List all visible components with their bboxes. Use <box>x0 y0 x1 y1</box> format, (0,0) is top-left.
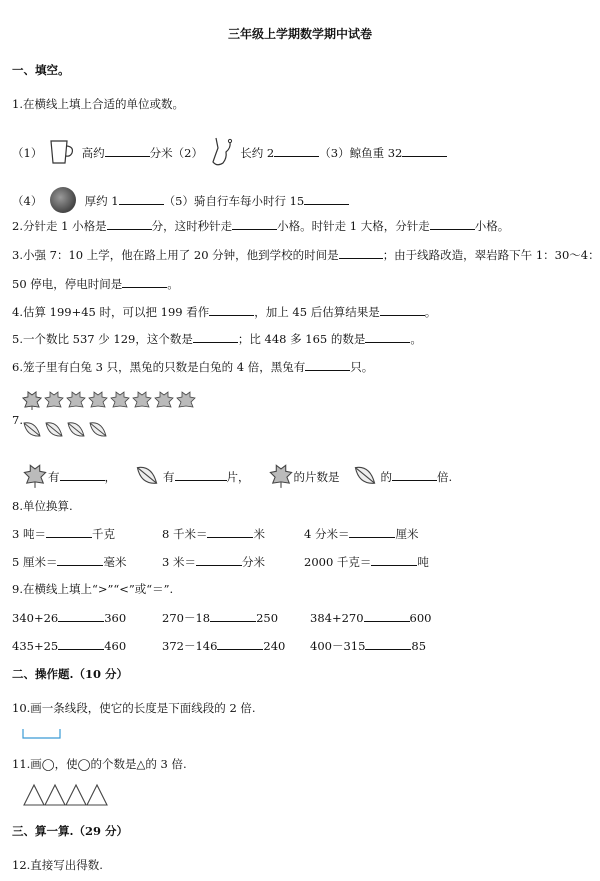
section-1-heading: 一、填空。 <box>12 63 70 77</box>
question-8-row-2: 5 厘米＝ 毫米 3 米＝ 分米 2000 千克＝ 吨 <box>12 555 429 569</box>
question-8-row-1: 3 吨＝ 千克 8 千米＝ 米 4 分米＝ 厘米 <box>12 527 419 541</box>
answer-blank[interactable] <box>402 144 447 157</box>
question-2: 2.分针走 1 小格是 分，这时秒针走 小格。时针走 1 大格，分针走 小格。 <box>12 219 510 233</box>
answer-blank[interactable] <box>60 468 105 481</box>
answer-blank[interactable] <box>207 525 253 538</box>
maple-leaf-row <box>22 390 202 416</box>
answer-blank[interactable] <box>339 246 383 259</box>
question-11: 11.画◯，使◯的个数是△的 3 倍. <box>12 757 187 771</box>
leaf-icon <box>134 464 160 492</box>
question-10: 10.画一条线段，使它的长度是下面线段的 2 倍. <box>12 701 256 715</box>
answer-blank[interactable] <box>46 525 92 538</box>
answer-blank[interactable] <box>210 609 256 622</box>
answer-blank[interactable] <box>107 217 152 230</box>
question-4: 4.估算 199+45 时，可以把 199 看作 ，加上 45 后估算结果是 。 <box>12 305 437 319</box>
answer-blank[interactable] <box>274 144 319 157</box>
triangle-row <box>22 782 112 808</box>
answer-blank[interactable] <box>58 609 104 622</box>
question-1-row-a: （1） 高约 分米（2） 长约 2 （3）鲸鱼重 32 <box>12 136 447 172</box>
answer-blank[interactable] <box>58 637 104 650</box>
section-2-heading: 二、操作题.（10 分） <box>12 667 129 681</box>
page-title: 三年级上学期数学期中试卷 <box>227 27 372 41</box>
question-5: 5.一个数比 537 少 129，这个数是 ；比 448 多 165 的数是 。 <box>12 332 422 346</box>
answer-blank[interactable] <box>304 192 349 205</box>
answer-blank[interactable] <box>349 525 395 538</box>
question-9: 9.在横线上填上“>”“<”或“＝”. <box>12 582 174 596</box>
answer-blank[interactable] <box>57 553 103 566</box>
coin-icon <box>48 185 78 219</box>
answer-blank[interactable] <box>365 330 410 343</box>
question-1: 1.在横线上填上合适的单位或数。 <box>12 97 184 111</box>
answer-blank[interactable] <box>371 553 417 566</box>
answer-blank[interactable] <box>209 303 254 316</box>
leaf-icon <box>352 464 378 492</box>
question-7: 7. <box>12 413 23 427</box>
answer-blank[interactable] <box>380 303 425 316</box>
answer-blank[interactable] <box>430 217 475 230</box>
question-3-line-1: 3.小强 7：10 上学，他在路上用了 20 分钟，他到学校的时间是 ；由于线路改造，翠岩路下午 1：30～4： <box>12 248 600 262</box>
question-6: 6.笼子里有白兔 3 只，黑兔的只数是白兔的 4 倍，黑兔有 只。 <box>12 360 374 374</box>
maple-leaf-icon <box>268 463 294 493</box>
plain-leaf-row <box>22 420 112 444</box>
reference-line-segment <box>22 727 62 741</box>
answer-blank[interactable] <box>232 217 277 230</box>
question-3-line-2: 50 停电，停电时间是 。 <box>12 277 179 291</box>
answer-blank[interactable] <box>364 609 410 622</box>
answer-blank[interactable] <box>196 553 242 566</box>
question-7-answer-row: 有 ， 有 片， 的片数是 的 倍. <box>22 463 452 493</box>
answer-blank[interactable] <box>175 468 227 481</box>
maple-leaf-icon <box>22 463 48 493</box>
answer-blank[interactable] <box>193 330 238 343</box>
question-12: 12.直接写出得数. <box>12 858 103 872</box>
question-1-row-b: （4） 厚约 1 （5）骑自行车每小时行 15 <box>12 185 349 219</box>
question-8: 8.单位换算. <box>12 499 73 513</box>
answer-blank[interactable] <box>305 358 350 371</box>
section-3-heading: 三、算一算.（29 分） <box>12 824 129 838</box>
answer-blank[interactable] <box>392 468 437 481</box>
question-9-row-2: 435+25 460 372－146 240 400－315 85 <box>12 639 427 653</box>
answer-blank[interactable] <box>105 144 150 157</box>
answer-blank[interactable] <box>122 275 167 288</box>
answer-blank[interactable] <box>119 192 164 205</box>
question-9-row-1: 340+26 360 270－18 250 384+270 600 <box>12 611 432 625</box>
answer-blank[interactable] <box>217 637 263 650</box>
pen-wire-icon <box>209 136 235 172</box>
cup-icon <box>48 138 76 170</box>
answer-blank[interactable] <box>365 637 411 650</box>
